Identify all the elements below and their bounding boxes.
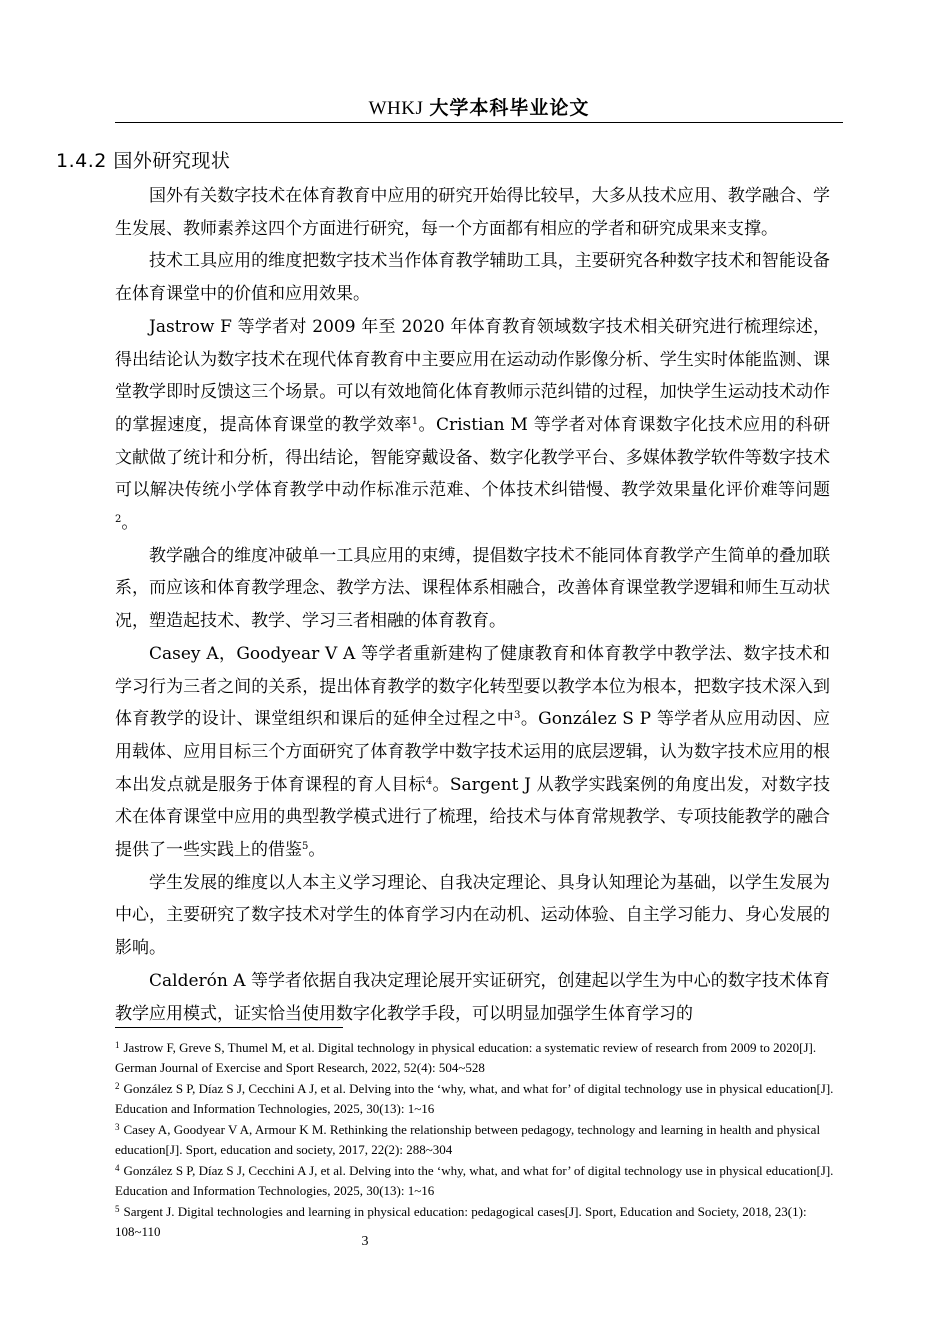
page-number: 3 — [361, 1234, 369, 1249]
footnote-item — [115, 1200, 840, 1241]
footnote-item — [115, 1077, 840, 1118]
paragraph: 技术工具应用的维度把数字技术当作体育教学辅助工具，主要研究各种数字技术和智能设备在体育课堂中的价值和应用效果。 — [115, 251, 830, 305]
footnote-text: Sargent J. Digital technologies and learning in physical education: pedagogical cases[J]. Sport, Education and Society, 2018, 23(1): 108~110 — [115, 1204, 807, 1239]
footnotes — [115, 1036, 840, 1241]
paragraph-text: Casey A，Goodyear V A 等学者重新建构了健康教育和体育教学中教学法、数字技术和学习行为三者之间的关系，提出体育教学的数字化转型要以教学本位为根本，把数字技术深入到体育教学的设计、课堂组织和课后的延伸全过程之中 — [115, 643, 830, 730]
section-heading: 1.4.2 国外研究现状 — [56, 150, 231, 172]
footnote-item — [115, 1118, 840, 1159]
paragraph-text: 。Cristian M 等学者对体育课数字化技术应用的科研文献做了统计和分析，得出结论，智能穿戴设备、数字化教学平台、多媒体教学软件等数字技术可以解决传统小学体育教学中动作标准示范难、个体技术纠错慢、教学效果量化评价难等问题 — [115, 414, 830, 501]
header-institution: WHKJ — [368, 98, 424, 119]
paragraph — [115, 638, 830, 867]
footnote-number: 3 — [115, 1122, 120, 1132]
footnote-ref[interactable]: 5 — [302, 841, 309, 853]
paragraph-text: 。Sargent J 从教学实践案例的角度出发，对数字技术在体育课堂中应用的典型教学模式进行了梳理，给技术与体育常规教学、专项技能教学的融合提供了一些实践上的借鉴 — [115, 774, 830, 861]
paragraph-text: 。González S P 等学者从应用动因、应用载体、应用目标三个方面研究了体育教学中数字技术运用的底层逻辑，认为数字技术应用的根本出发点就是服务于体育课程的育人目标 — [115, 709, 830, 795]
paragraph: 教学融合的维度冲破单一工具应用的束缚，提倡数字技术不能同体育教学产生简单的叠加联系，而应该和体育教学理念、教学方法、课程体系相融合，改善体育课堂教学逻辑和师生互动状况，塑造起技术、教学、学习三者相融的体育教育。 — [115, 545, 830, 632]
page-header — [115, 96, 843, 123]
body-text — [115, 180, 830, 1030]
footnote-text: Casey A, Goodyear V A, Armour K M. Rethinking the relationship between pedagogy, technology and learning in health and physical education[J]. Sport, education and society, 2017, 22(2): 288~304 — [115, 1122, 821, 1157]
paragraph: 国外有关数字技术在体育教育中应用的研究开始得比较早，大多从技术应用、教学融合、学生发展、教师素养这四个方面进行研究，每一个方面都有相应的学者和研究成果来支撑。 — [115, 186, 830, 239]
footnote-number: 5 — [115, 1204, 120, 1214]
footnote-number: 2 — [115, 1081, 120, 1091]
footnote-ref[interactable]: 4 — [425, 775, 433, 787]
header-title: 大学本科毕业论文 — [429, 97, 590, 119]
footnote-text: Jastrow F, Greve S, Thumel M, et al. Digital technology in physical education: a systematic review of research from 2009 to 2020[J]. German Journal of Exercise and Sport Research, 2022, 52(4): 504~528 — [115, 1040, 817, 1075]
paragraph: Calderón A 等学者依据自我决定理论展开实证研究，创建起以学生为中心的数字技术体育教学应用模式，证实恰当使用数字化教学手段，可以明显加强学生体育学习的 — [115, 970, 830, 1024]
paragraph — [115, 311, 830, 540]
footnote-ref[interactable]: 3 — [514, 710, 521, 722]
footnote-number: 1 — [115, 1040, 120, 1050]
paragraph-text: 。 — [121, 513, 139, 534]
footnote-ref[interactable]: 1 — [411, 415, 419, 427]
paragraph: 学生发展的维度以人本主义学习理论、自我决定理论、具身认知理论为基础，以学生发展为中心，主要研究了数字技术对学生的体育学习内在动机、运动体验、自主学习能力、身心发展的影响。 — [115, 872, 830, 959]
footnote-text: González S P, Díaz S J, Cecchini A J, et al. Delving into the ‘why, what, and what for’ of digital technology use in physical education[J]. Education and Information Technologies, 2025, 30(13): 1~16 — [115, 1081, 834, 1116]
footnote-number: 4 — [115, 1163, 120, 1173]
footnote-divider — [115, 1027, 343, 1028]
footnote-text: González S P, Díaz S J, Cecchini A J, et al. Delving into the ‘why, what, and what for’ of digital technology use in physical education[J]. Education and Information Technologies, 2025, 30(13): 1~16 — [115, 1163, 834, 1198]
footnote-item — [115, 1036, 840, 1077]
paragraph-text: Jastrow F 等学者对 2009 年至 2020 年体育教育领域数字技术相关研究进行梳理综述，得出结论认为数字技术在现代体育教育中主要应用在运动动作影像分析、学生实时体能监测、课堂教学即时反馈这三个场景。可以有效地简化体育教师示范纠错的过程，加快学生运动技术动作的掌握速度，提高体育课堂的教学效率 — [115, 316, 830, 435]
footnote-ref[interactable]: 2 — [115, 514, 122, 526]
paragraph-text: 。 — [308, 840, 326, 861]
footnote-item — [115, 1159, 840, 1200]
